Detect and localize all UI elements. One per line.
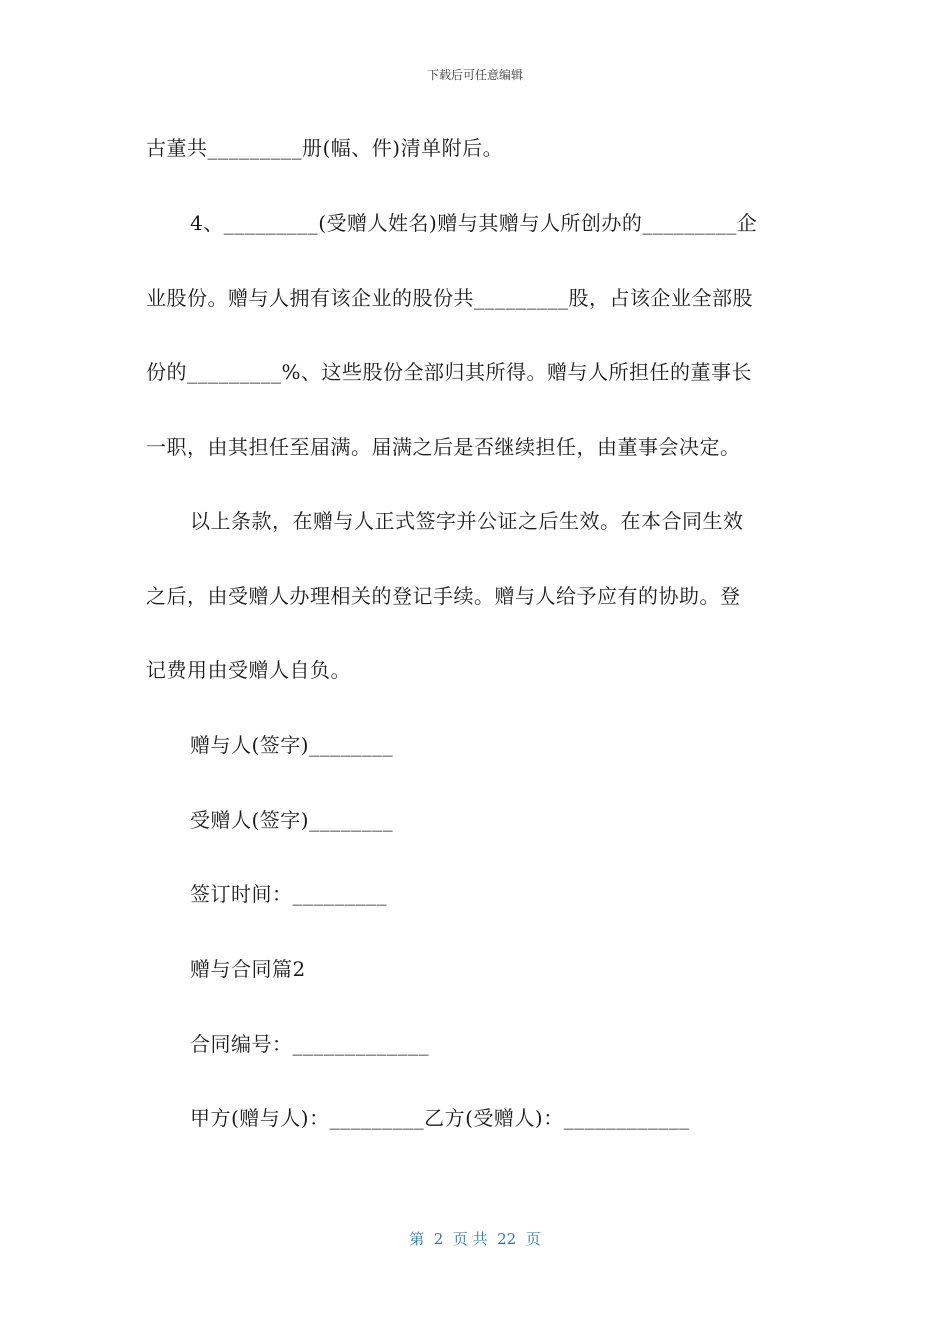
text-line: 古董共_________册(幅、件)清单附后。 [146, 136, 504, 160]
signing-date-line: 签订时间：_________ [190, 882, 387, 906]
text-line: 业股份。赠与人拥有该企业的股份共_________股，占该企业全部股 [146, 286, 753, 310]
text-line: 份的_________%、这些股份全部归其所得。赠与人所担任的董事长 [146, 360, 753, 384]
text-line: 4、_________(受赠人姓名)赠与其赠与人所创办的_________企 [190, 211, 758, 235]
text-line: 之后，由受赠人办理相关的登记手续。赠与人给予应有的协助。登 [146, 584, 741, 608]
section-title: 赠与合同篇2 [190, 957, 306, 981]
text-line: 一职，由其担任至届满。届满之后是否继续担任，由董事会决定。 [146, 435, 741, 459]
text-line: 以上条款，在赠与人正式签字并公证之后生效。在本合同生效 [190, 509, 744, 533]
contract-number-line: 合同编号：_____________ [190, 1032, 429, 1056]
page-header: 下载后可任意编辑 [426, 68, 523, 82]
text-line: 记费用由受赠人自负。 [146, 658, 351, 682]
page-footer: 第 2 页 共 22 页 [409, 1230, 541, 1248]
recipient-signature-line: 受赠人(签字)________ [190, 808, 394, 832]
parties-line: 甲方(赠与人)：_________乙方(受赠人)：____________ [190, 1106, 690, 1130]
donor-signature-line: 赠与人(签字)________ [190, 733, 394, 757]
